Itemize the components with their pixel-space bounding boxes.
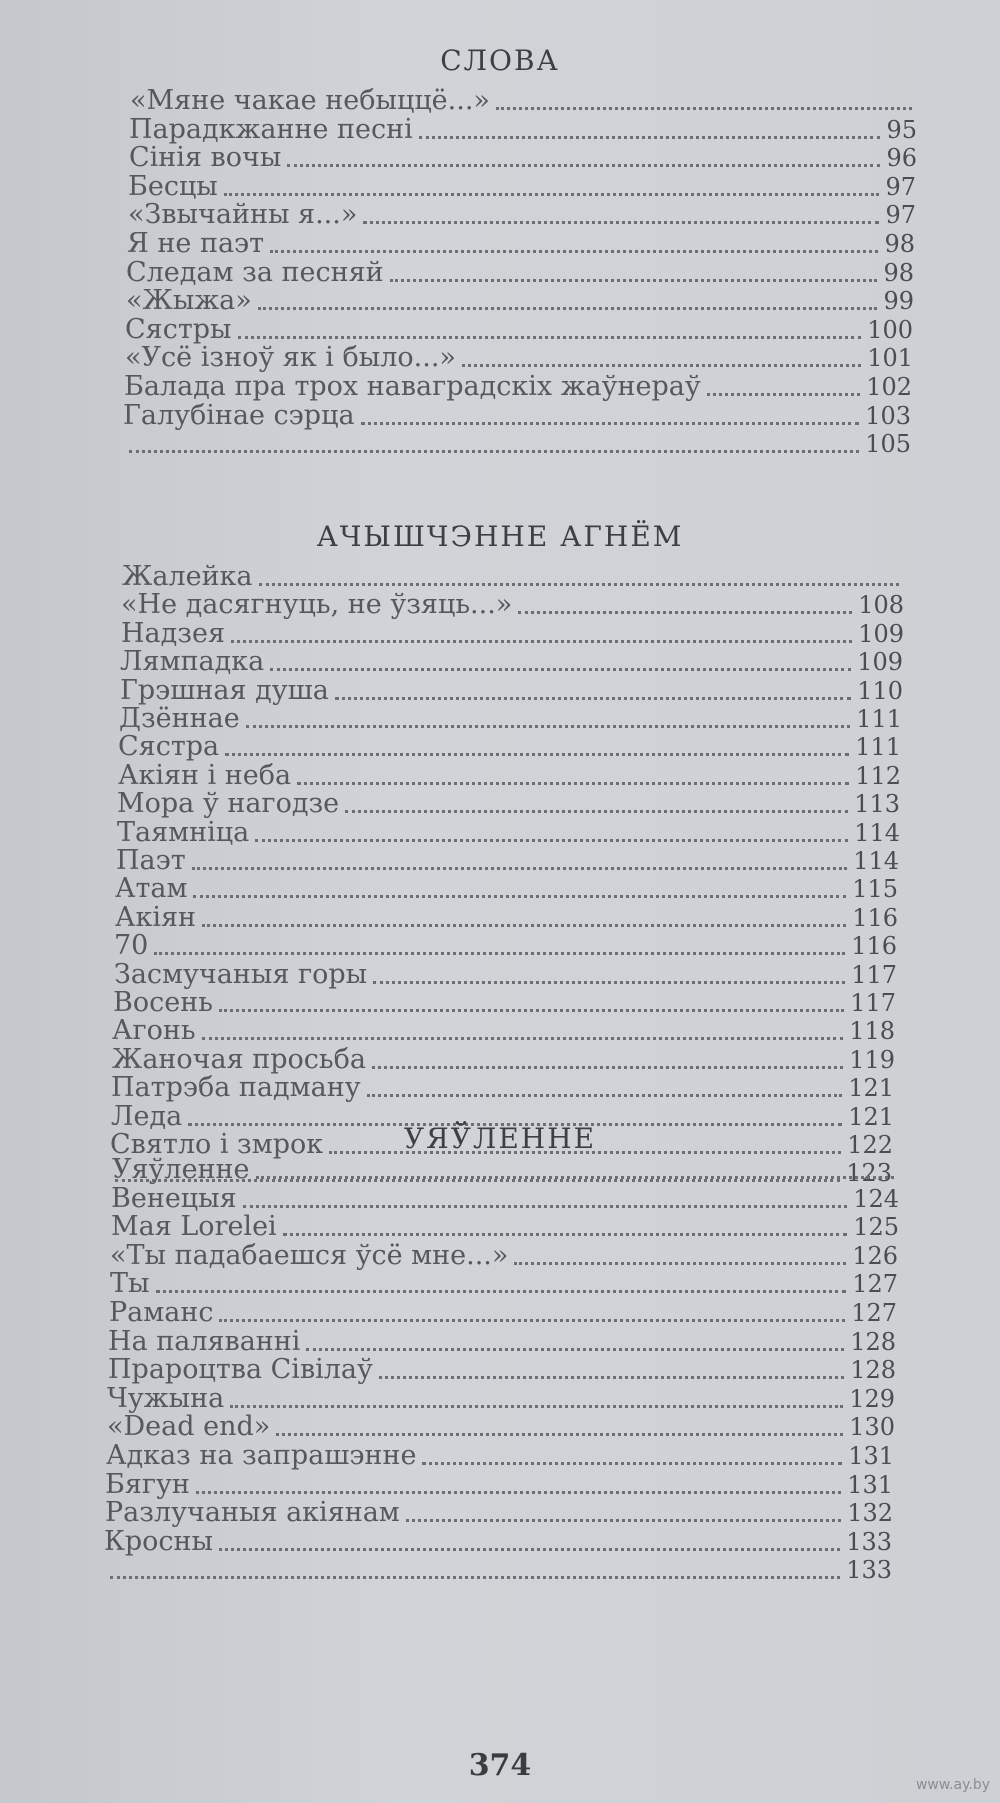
toc-entry [108, 1355, 896, 1385]
dot-leader [193, 895, 846, 898]
toc-entry-title: Уяўленне [112, 1154, 250, 1185]
toc-entry-page: 133 [846, 1556, 892, 1585]
toc-entry-title: 70 [114, 930, 149, 962]
toc-entry [130, 86, 918, 116]
toc-entry [117, 818, 900, 848]
toc-entry [120, 647, 903, 677]
dot-leader [129, 450, 859, 453]
toc-entry [105, 1470, 893, 1500]
toc-entry [121, 590, 904, 620]
toc-entry-page: 96 [886, 144, 917, 173]
dot-leader [514, 1262, 846, 1265]
dot-leader [406, 1519, 841, 1522]
toc-entry-page: 124 [853, 1184, 899, 1213]
toc-entry [120, 676, 903, 706]
toc-entry-title: Жаночая просьба [112, 1043, 366, 1075]
toc-entry-page: 108 [858, 591, 904, 620]
toc-entry-page: 110 [857, 676, 903, 705]
toc-entry-page: 116 [851, 932, 897, 961]
section-title-uyaulenne: УЯЎЛЕННЕ [403, 1122, 597, 1155]
dot-leader [367, 1094, 843, 1097]
toc-entry-title: Чужына [107, 1382, 225, 1414]
toc-entry [125, 315, 913, 345]
watermark: www.ay.by [915, 1777, 990, 1793]
toc-entry-page: 109 [858, 619, 904, 648]
toc-entry [119, 704, 902, 734]
dot-leader [202, 1037, 844, 1040]
toc-entry-page: 105 [865, 430, 911, 459]
toc-entry-page: 117 [851, 960, 897, 989]
toc-entry [111, 1073, 894, 1103]
toc-entry-title: Разлучаныя акіянам [105, 1497, 400, 1529]
toc-entry-title: Атам [115, 873, 188, 905]
toc-entry-page: 99 [883, 287, 914, 316]
toc-entry-page: 132 [847, 1499, 893, 1528]
toc-entry [129, 143, 917, 173]
dot-leader [419, 136, 881, 139]
toc-entry [110, 1269, 898, 1299]
toc-entry [107, 1412, 895, 1442]
dot-leader [230, 1405, 843, 1408]
toc-entry [108, 1327, 896, 1357]
toc-entry [114, 931, 897, 961]
dot-leader [110, 1576, 840, 1579]
toc-entry-page: 102 [866, 373, 912, 401]
toc-entry-page: 121 [848, 1102, 894, 1131]
dot-leader [270, 668, 851, 671]
toc-entry-title: Раманс [109, 1297, 214, 1328]
dot-leader [246, 725, 850, 728]
toc-entry-title: Дзённае [119, 703, 240, 734]
toc-entry [129, 115, 917, 145]
toc-entry-page: 114 [854, 818, 900, 847]
toc-entry [112, 1155, 900, 1185]
toc-entry-page: 123 [846, 1159, 892, 1188]
dot-leader [192, 867, 847, 870]
section-title-achyshchenne: АЧЫШЧЭННЕ АГНЁМ [316, 520, 684, 553]
toc-entry-page: 131 [848, 1442, 894, 1470]
dot-leader [518, 611, 852, 614]
dot-leader [202, 924, 846, 927]
toc-entry-page: 119 [849, 1045, 895, 1074]
toc-entry [112, 1016, 895, 1046]
dot-leader [462, 364, 861, 367]
toc-entry [111, 1212, 899, 1242]
toc-entry [118, 761, 901, 791]
dot-leader [219, 1009, 844, 1012]
dot-leader [390, 279, 878, 282]
toc-entry-page: 118 [849, 1017, 895, 1046]
toc-entry [126, 286, 914, 316]
toc-entry [124, 372, 912, 402]
toc-entry [117, 789, 900, 819]
toc-entry [123, 401, 911, 431]
toc-entry-page: 111 [855, 733, 901, 762]
toc-entry-page: 121 [848, 1074, 894, 1103]
dot-leader [373, 981, 845, 984]
toc-entry [111, 1184, 899, 1214]
dot-leader [238, 336, 862, 339]
dot-leader [379, 1376, 844, 1379]
toc-entry-title: Балада пра трох наваградскіх жаўнераў [124, 371, 701, 402]
dot-leader [361, 422, 860, 425]
toc-entry [114, 960, 897, 990]
dot-leader [219, 1319, 845, 1322]
toc-entry-page: 133 [846, 1527, 892, 1556]
dot-leader [259, 583, 899, 586]
dot-leader [306, 1348, 844, 1351]
toc-entry-title: Надзея [121, 617, 226, 649]
toc-entry [123, 429, 911, 459]
toc-entry [104, 1555, 892, 1585]
toc-entry-title: Жалейка [122, 561, 253, 592]
toc-entry-page: 98 [883, 258, 914, 287]
toc-entry-title: Венецыя [111, 1182, 237, 1214]
toc-entry-page: 128 [850, 1327, 896, 1356]
toc-entry-title: Паэт [116, 845, 186, 876]
toc-entry-title: Грэшная душа [120, 674, 329, 706]
toc-entry [128, 200, 916, 230]
toc-entry-title: «Жыжа» [126, 285, 252, 317]
toc-entry-title: «Звычайны я...» [128, 199, 358, 231]
toc-entry-title: Прароцтва Сівілаў [108, 1354, 373, 1386]
toc-entry [113, 988, 896, 1018]
toc-entry [109, 1298, 897, 1328]
toc-entry-title: «Dead end» [107, 1411, 271, 1443]
dot-leader [196, 1491, 841, 1494]
toc-entry [125, 343, 913, 373]
toc-entry-title: «Не дасягнуць, не ўзяць...» [121, 589, 513, 621]
toc-entry [115, 903, 898, 933]
dot-leader [297, 782, 849, 785]
toc-entry [122, 562, 905, 592]
toc-entry-page: 101 [867, 344, 913, 373]
toc-entry-page: 116 [852, 903, 898, 932]
dot-leader [422, 1462, 842, 1465]
dot-leader [372, 1066, 843, 1069]
toc-entry-page: 114 [853, 847, 899, 875]
toc-entry-page: 112 [855, 761, 901, 790]
dot-leader [345, 810, 848, 813]
toc-entry-title: Таямніца [117, 816, 250, 848]
toc-entry-title: Леда [111, 1100, 183, 1132]
toc-entry-page: 129 [849, 1384, 895, 1413]
dot-leader [335, 697, 851, 700]
toc-entry-page: 98 [884, 230, 915, 258]
toc-entry-page: 127 [852, 1270, 898, 1299]
toc-entry-title: Адказ на запрашэнне [106, 1440, 417, 1471]
toc-entry-page: 115 [852, 875, 898, 904]
toc-entry-page: 126 [852, 1241, 898, 1270]
section-title-slova: СЛОВА [440, 44, 560, 77]
dot-leader [224, 193, 880, 196]
dot-leader [496, 107, 912, 110]
dot-leader [156, 1290, 847, 1293]
toc-entry-title: «Ты падабаешся ўсё мне...» [110, 1239, 509, 1271]
toc-entry-title: Кросны [104, 1525, 214, 1557]
toc-entry [106, 1441, 894, 1471]
toc-entry-page: 100 [867, 315, 913, 344]
toc-entry-page: 130 [849, 1413, 895, 1442]
toc-entry [118, 732, 901, 762]
toc-entry-page: 122 [847, 1131, 893, 1159]
toc-entry [112, 1045, 895, 1075]
toc-entry-title: Мора ў нагодзе [117, 788, 340, 820]
toc-entry-title: Сінія вочы [129, 142, 282, 174]
toc-entry [116, 846, 899, 876]
dot-leader [258, 307, 878, 310]
toc-entry [121, 619, 904, 649]
toc-entry-title: Бягун [105, 1468, 190, 1500]
toc-entry-page: 103 [865, 401, 911, 430]
toc-entry-title: Патрэба падману [111, 1072, 361, 1104]
toc-entry-page: 111 [856, 705, 902, 733]
dot-leader [270, 250, 878, 253]
dot-leader [363, 221, 879, 224]
toc-entry-title: Мая Lorelei [111, 1211, 277, 1243]
dot-leader [255, 839, 848, 842]
toc-entry-page: 125 [853, 1213, 899, 1242]
toc-entry [128, 172, 916, 202]
toc-entry-title: Лямпадка [120, 646, 265, 678]
toc-entry-title: Агонь [112, 1015, 196, 1047]
toc-entry [104, 1527, 892, 1557]
toc-entry-page: 127 [851, 1299, 897, 1327]
toc-entry-title: «Мяне чакае небыццё...» [130, 85, 490, 116]
toc-entry-page: 128 [850, 1356, 896, 1385]
dot-leader [154, 952, 845, 955]
toc-entry-title: Следам за песняй [126, 256, 384, 288]
toc-entry [115, 874, 898, 904]
toc-entry-page: 109 [857, 648, 903, 677]
toc-entry-page: 97 [885, 172, 916, 201]
toc-entry [107, 1384, 895, 1414]
dot-leader [219, 1548, 840, 1551]
toc-entry-title: Святло і змрок [110, 1129, 324, 1160]
toc-entry-title: Сястра [118, 731, 220, 763]
toc-entry-title: Парадкжанне песні [129, 113, 413, 145]
toc-entry-page: 113 [854, 790, 900, 819]
toc-entry [105, 1498, 893, 1528]
toc-entry-title: Акіян і неба [118, 759, 292, 791]
toc-entry-title: «Усё ізноў як і было...» [125, 342, 456, 374]
dot-leader [225, 753, 849, 756]
toc-entry-title: Галубінае сэрца [123, 399, 355, 431]
toc-entry [126, 258, 914, 288]
dot-leader [707, 393, 860, 396]
dot-leader [283, 1233, 848, 1236]
dot-leader [243, 1205, 848, 1208]
toc-entry-page: 131 [847, 1470, 893, 1499]
dot-leader [256, 1176, 894, 1179]
toc-entry-title: Ты [110, 1268, 150, 1300]
dot-leader [276, 1433, 843, 1436]
dot-leader [231, 640, 852, 643]
toc-entry-title: Акіян [115, 901, 196, 933]
toc-entry-title: Я не паэт [127, 228, 265, 259]
toc-entry-page: 95 [886, 115, 917, 144]
toc-entry-title: На паляванні [108, 1325, 301, 1357]
toc-entry-title: Засмучаныя горы [114, 958, 368, 990]
toc-entry-title: Сястры [125, 313, 232, 345]
toc-entry-title: Бесцы [128, 170, 218, 202]
toc-entry-title: Восень [113, 987, 213, 1018]
toc-entry [110, 1241, 898, 1271]
dot-leader [287, 164, 880, 167]
page-number: 374 [468, 1748, 532, 1783]
toc-entry-page: 97 [885, 201, 916, 230]
toc-entry-page: 117 [850, 989, 896, 1017]
toc-entry [127, 229, 915, 259]
